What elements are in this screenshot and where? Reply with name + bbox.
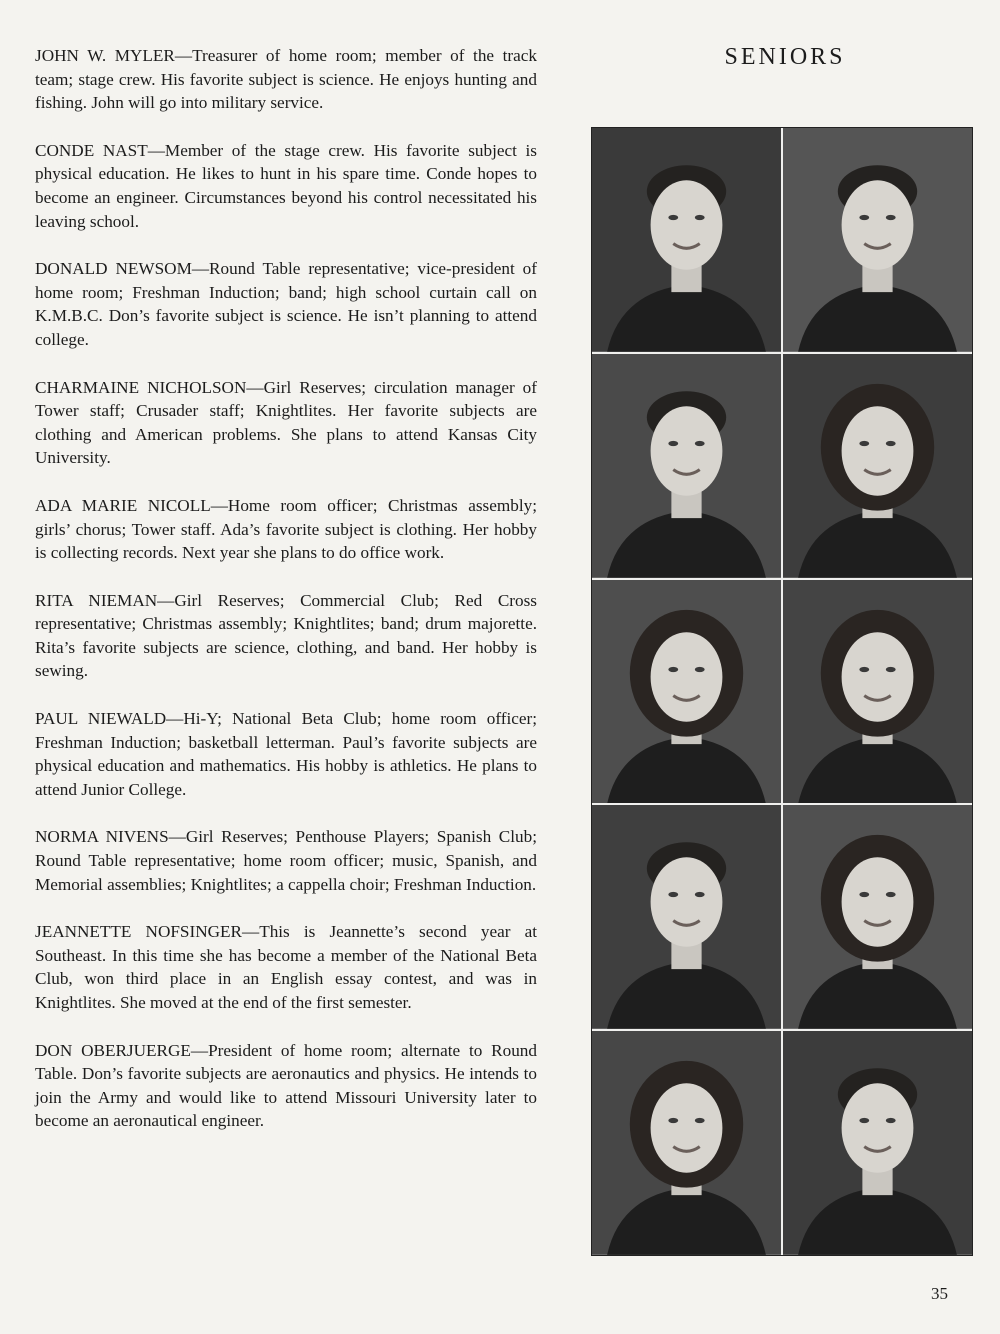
entry-rita-nieman: RITA NIEMAN—Girl Reserves; Commercial Club; Red Cross representative; Christmas assembly; Knightlites; band; drum majorette. Rita’s favorite subjects are science, clothing, and band. Her hobby is sewing. [35,590,537,681]
entry-jeannette-nofsinger: JEANNETTE NOFSINGER—This is Jeannette’s second year at Southeast. In this time she has become a member of the National Beta Club, won third place in an English essay contest, and was in Knightlites. She moved at the end of the first semester. [35,922,537,1012]
portrait-photo [592,1031,781,1255]
portrait-photo [783,1031,972,1255]
biography-column [35,44,537,1157]
portrait-photo [592,805,781,1029]
portrait-photo [783,805,972,1029]
entry-conde-nast: CONDE NAST—Member of the stage crew. His favorite subject is physical education. He likes to hunt in his spare time. Conde hopes to become an engineer. Circumstances beyond his control necessitated his leaving school. [35,140,537,231]
portrait-photo [783,354,972,578]
portrait-photo [592,580,781,804]
entry-ada-marie-nicoll: ADA MARIE NICOLL—Home room officer; Christmas assembly; girls’ chorus; Tower staff. Ada’s favorite subject is clothing. Her hobby is collecting records. Next year she plans to do office work. [35,495,537,563]
entry-norma-nivens: NORMA NIVENS—Girl Reserves; Penthouse Players; Spanish Club; Round Table representative; home room officer; music, Spanish, and Memorial assemblies; Knightlites; a cappella choir; Freshman Induction. [35,827,537,894]
portrait-photo [783,580,972,804]
portrait-grid [591,127,973,1256]
portrait-photo [592,128,781,352]
entry-don-oberjuerge: DON OBERJUERGE—President of home room; alternate to Round Table. Don’s favorite subjects are aeronautics and physics. He intends to join the Army and would like to attend Missouri University later to become an aeronautical engineer. [35,1040,537,1131]
entry-donald-newsom: DONALD NEWSOM—Round Table representative; vice-president of home room; Freshman Induction; band; high school curtain call on K.M.B.C. Don’s favorite subject is science. He isn’t planning to attend college. [35,259,537,349]
portrait-photo [783,128,972,352]
page-number: 35 [931,1284,948,1303]
entry-paul-niewald: PAUL NIEWALD—Hi-Y; National Beta Club; home room officer; Freshman Induction; basketball letterman. Paul’s favorite subjects are physical education and mathematics. His hobby is athletics. He plans to attend Junior College. [35,709,537,799]
section-title: SENIORS [724,44,846,70]
entry-charmaine-nicholson: CHARMAINE NICHOLSON—Girl Reserves; circulation manager of Tower staff; Crusader staff; Knightlites. Her favorite subjects are clothing and American problems. She plans to attend Kansas City University. [35,377,537,468]
entry-john-myler: JOHN W. MYLER—Treasurer of home room; member of the track team; stage crew. His favorite subject is science. He enjoys hunting and fishing. John will go into military service. [35,46,537,113]
portrait-photo [592,354,781,578]
